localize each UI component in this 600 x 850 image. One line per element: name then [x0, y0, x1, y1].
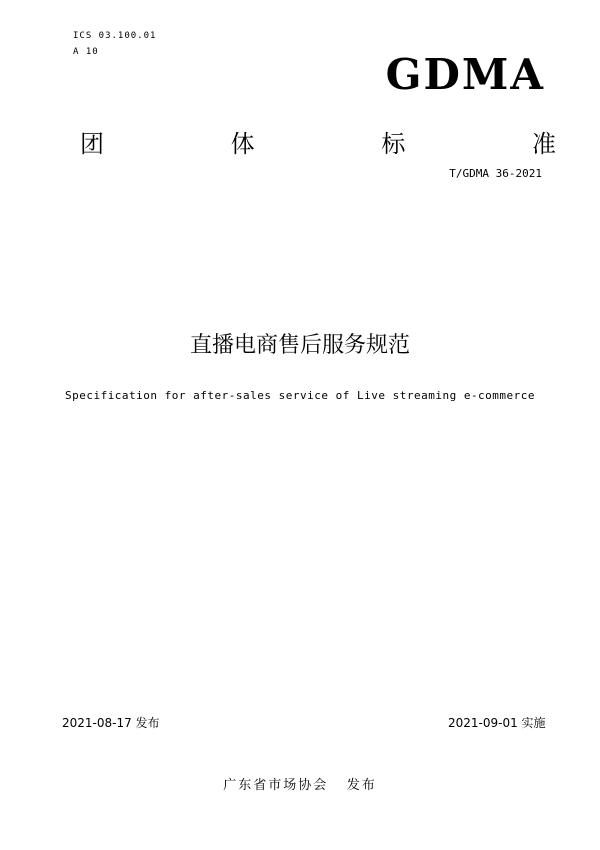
standard-type-char-2: 体	[230, 130, 255, 158]
classification-code: A 10	[73, 47, 99, 57]
standard-type-char-4: 准	[531, 130, 556, 158]
document-title-english: Specification for after-sales service of Live streaming e-commerce	[64, 389, 536, 402]
document-title-chinese: 直播电商售后服务规范	[189, 333, 410, 358]
standard-type-char-3: 标	[381, 130, 406, 158]
standard-type-heading	[68, 124, 568, 158]
gdma-logo: GDMA	[385, 50, 545, 99]
standard-type-char-1: 团	[80, 130, 104, 158]
implementation-date: 2021-09-01 实施	[448, 716, 546, 730]
ics-code: ICS 03.100.01	[73, 31, 157, 41]
publisher-line: 广东省市场协会 发布	[223, 778, 377, 793]
standard-number: T/GDMA 36-2021	[449, 167, 542, 180]
issue-date: 2021-08-17 发布	[62, 716, 160, 730]
